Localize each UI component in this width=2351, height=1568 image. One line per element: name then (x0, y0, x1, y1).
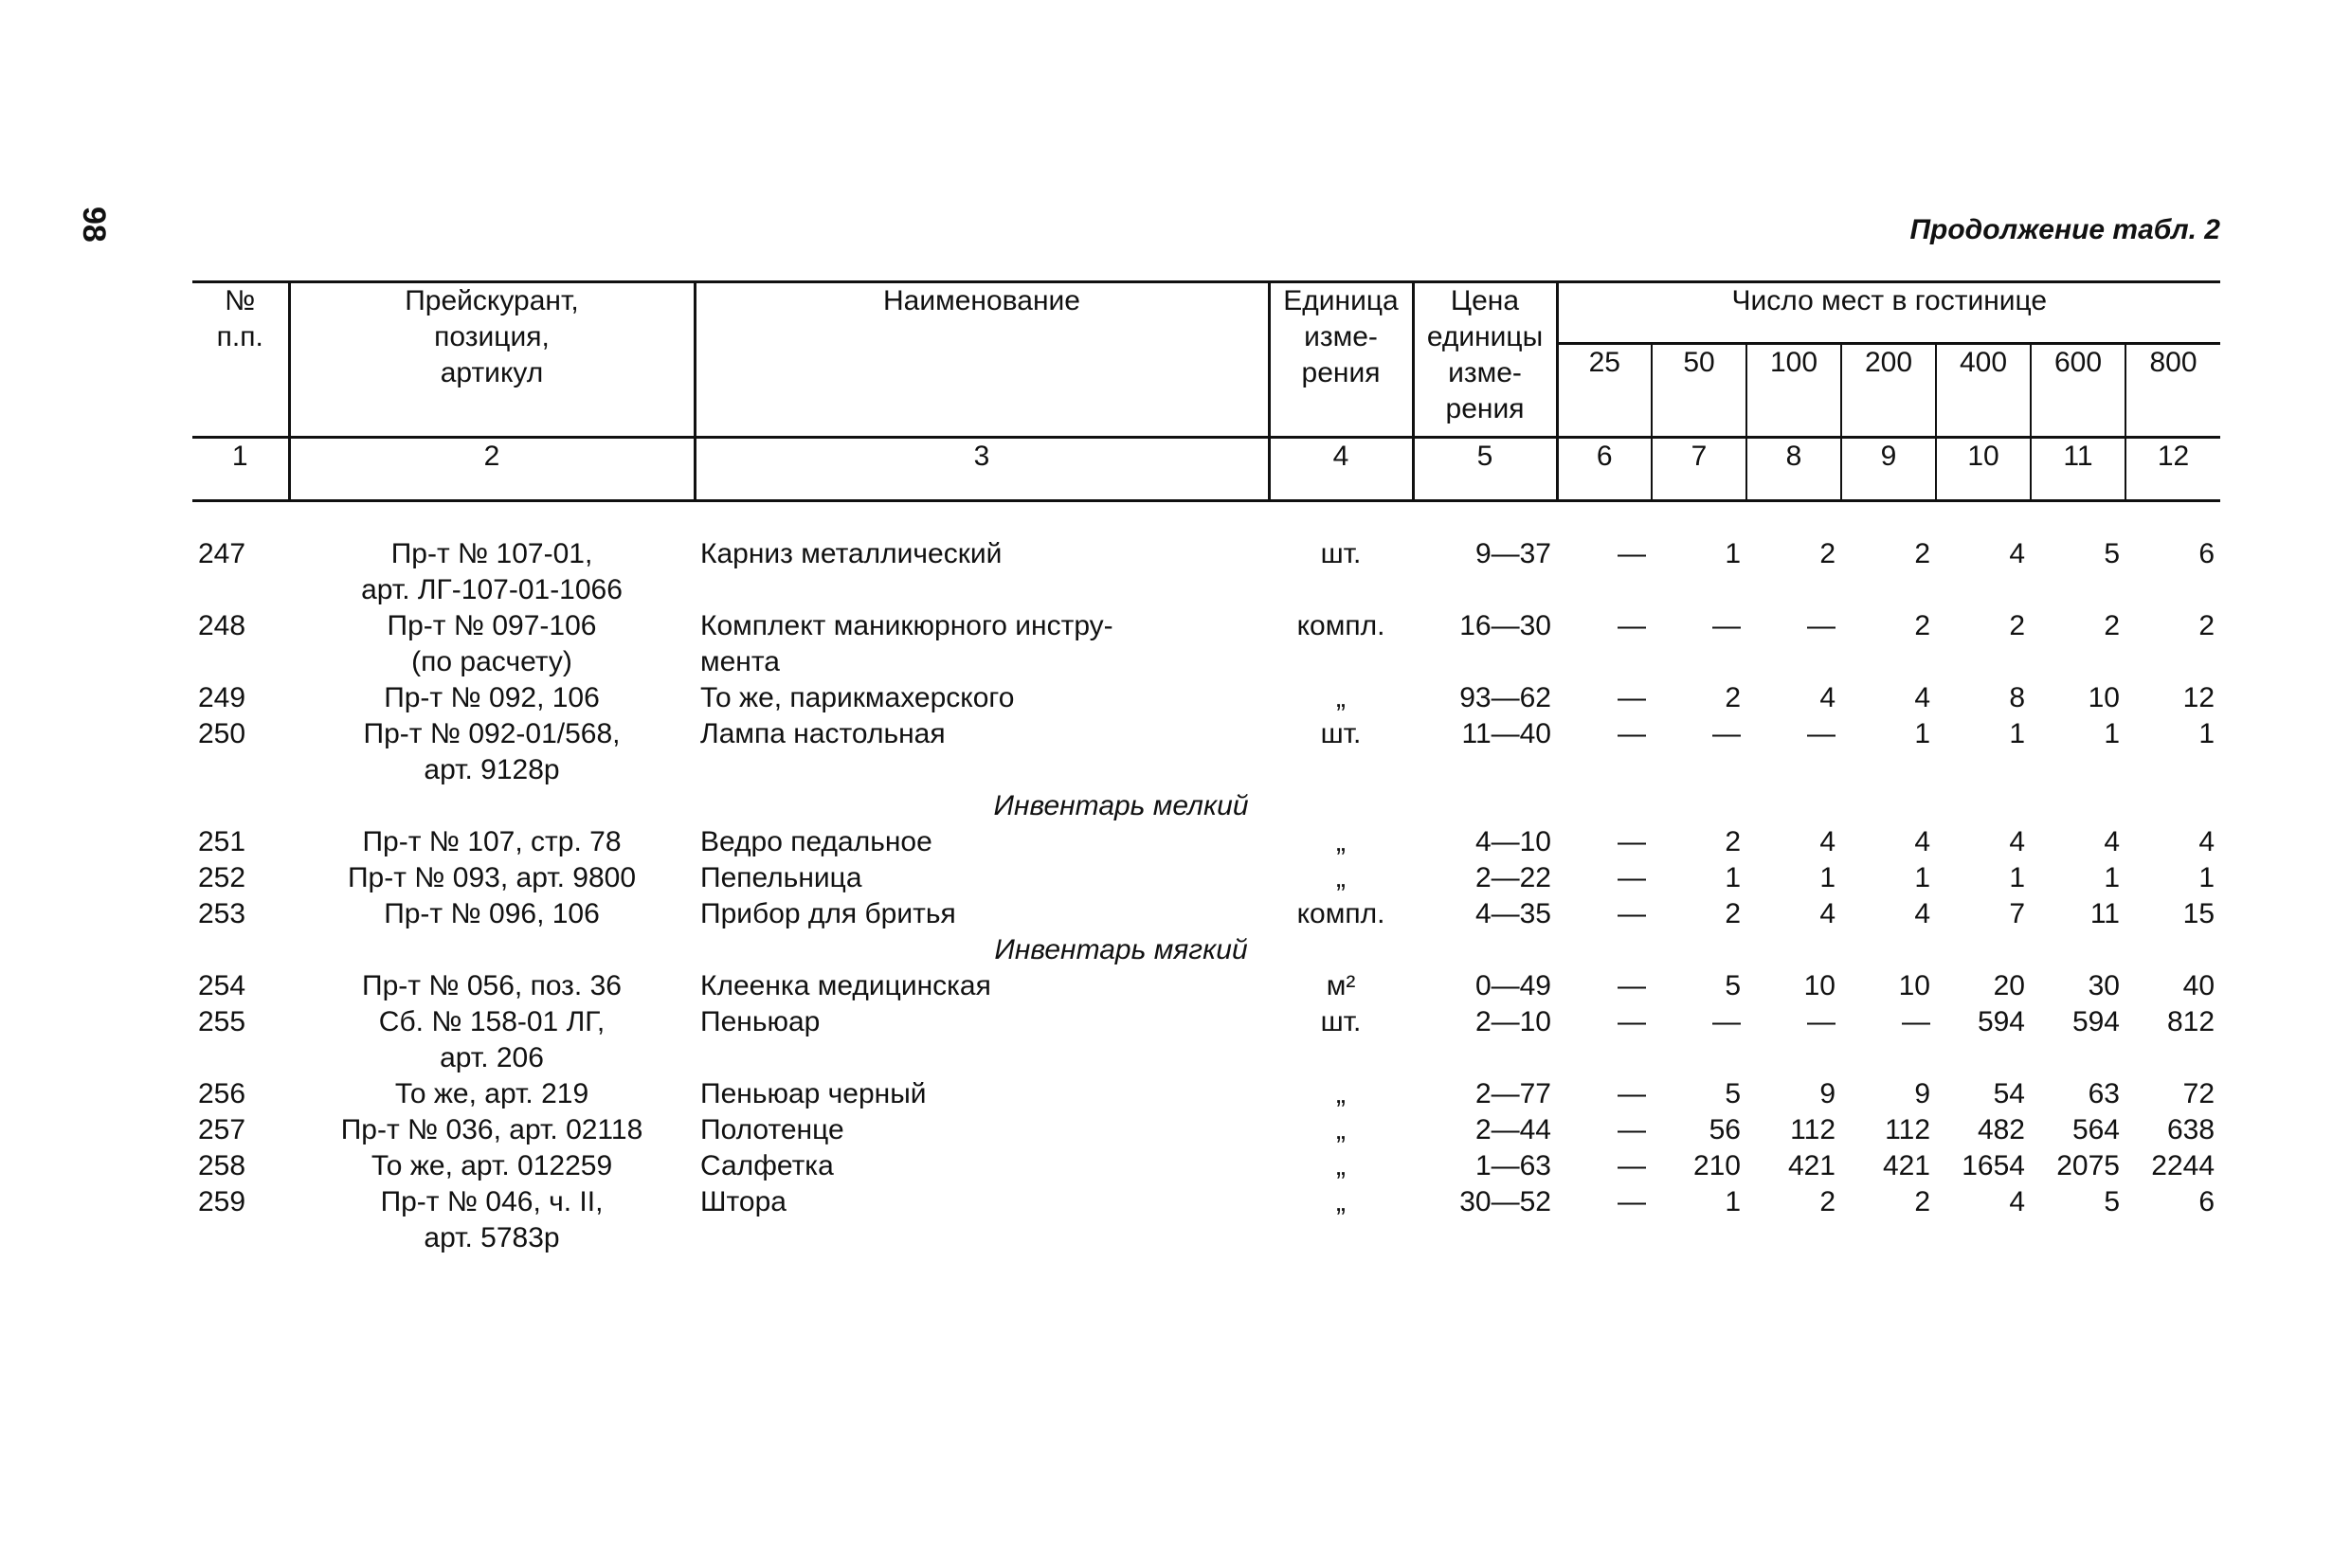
table-body (192, 501, 2220, 1257)
quantity-cell: 2 (1819, 538, 1836, 569)
column-number: 4 (1269, 438, 1413, 501)
unit-price: 93—62 (1459, 682, 1551, 713)
row-number: 256 (198, 1078, 246, 1109)
quantity-cell: — (1618, 862, 1646, 893)
price-list-cell: То же, арт. 012259 (371, 1150, 613, 1181)
quantity-cell: — (1618, 1150, 1646, 1181)
quantity-cell: 2 (2104, 610, 2120, 641)
column-number: 10 (1936, 438, 2031, 501)
quantity-cell: 5 (1725, 970, 1741, 1001)
quantity-cell: 2 (1914, 610, 1930, 641)
unit-cell: шт. (1320, 1006, 1362, 1037)
unit-price: 1—63 (1474, 1150, 1551, 1181)
quantity-cell: 9 (1819, 1078, 1836, 1109)
table-row (192, 608, 2220, 680)
row-number: 251 (198, 826, 246, 857)
row-number: 253 (198, 898, 246, 929)
quantity-cell: 30 (2088, 970, 2120, 1001)
price-list-cell: Пр-т № 092, 106 (384, 682, 600, 713)
quantity-cell: — (1618, 610, 1646, 641)
row-number: 248 (198, 610, 246, 641)
quantity-cell: 10 (1898, 970, 1930, 1001)
item-name: Пеньюар (700, 1006, 821, 1037)
continuation-label: Продолжение табл. 2 (1909, 214, 2220, 245)
quantity-cell: — (1712, 1006, 1741, 1037)
quantity-cell: 20 (1993, 970, 2025, 1001)
column-number: 12 (2125, 438, 2220, 501)
item-name: Карниз металлический (700, 538, 1003, 569)
quantity-cell: 2 (1725, 682, 1741, 713)
quantity-cell: 4 (2009, 1186, 2025, 1217)
equipment-table (192, 280, 2220, 1256)
price-list-cell: Пр-т № 046, ч. II, арт. 5783р (380, 1186, 604, 1253)
quantity-cell: 2244 (2151, 1150, 2215, 1181)
quantity-cell: 2 (1914, 1186, 1930, 1217)
column-number: 5 (1413, 438, 1557, 501)
quantity-cell: 638 (2166, 1114, 2215, 1145)
quantity-cell: — (1618, 826, 1646, 857)
quantity-cell: — (1618, 1186, 1646, 1217)
quantity-cell: 5 (1725, 1078, 1741, 1109)
column-number: 7 (1652, 438, 1746, 501)
header-places-group: Число мест в гостинице (1557, 282, 2220, 344)
unit-cell: „ (1336, 1150, 1346, 1181)
quantity-cell: 112 (1790, 1114, 1836, 1145)
row-number: 259 (198, 1186, 246, 1217)
quantity-cell: — (1807, 610, 1836, 641)
column-number: 6 (1557, 438, 1652, 501)
table-row (192, 1004, 2220, 1076)
table-row (192, 824, 2220, 860)
item-name: Штора (700, 1186, 787, 1217)
row-number: 255 (198, 1006, 246, 1037)
price-list-cell: Пр-т № 092-01/568, арт. 9128р (363, 718, 621, 785)
unit-cell: „ (1336, 1186, 1346, 1217)
quantity-cell: 63 (2088, 1078, 2120, 1109)
table-row (192, 1148, 2220, 1184)
quantity-cell: — (1618, 1078, 1646, 1109)
quantity-cell: — (1712, 718, 1741, 749)
quantity-cell: — (1618, 1006, 1646, 1037)
row-number: 257 (198, 1114, 246, 1145)
quantity-cell: 421 (1882, 1150, 1930, 1181)
quantity-cell: 594 (1977, 1006, 2025, 1037)
row-number: 258 (198, 1150, 246, 1181)
quantity-cell: 1 (2104, 862, 2120, 893)
price-list-cell: Пр-т № 036, арт. 02118 (340, 1114, 643, 1145)
quantity-cell: 5 (2104, 1186, 2120, 1217)
unit-cell: „ (1336, 1114, 1346, 1145)
quantity-cell: 4 (1914, 898, 1930, 929)
quantity-cell: 1 (2198, 862, 2215, 893)
unit-price: 2—44 (1474, 1114, 1551, 1145)
table-row (192, 1184, 2220, 1256)
quantity-cell: 7 (2009, 898, 2025, 929)
unit-cell: компл. (1296, 610, 1385, 641)
item-name: Салфетка (700, 1150, 834, 1181)
unit-cell: „ (1336, 682, 1346, 713)
header-capacity: 600 (2031, 344, 2125, 438)
quantity-cell: 594 (2071, 1006, 2120, 1037)
quantity-cell: 9 (1914, 1078, 1930, 1109)
price-list-cell: Пр-т № 107-01, арт. ЛГ-107-01-1066 (361, 538, 623, 605)
section-title: Инвентарь мелкий (993, 790, 1249, 821)
quantity-cell: 54 (1993, 1078, 2025, 1109)
quantity-cell: 15 (2182, 898, 2215, 929)
quantity-cell: 2 (1819, 1186, 1836, 1217)
column-number: 9 (1841, 438, 1936, 501)
unit-price: 4—35 (1474, 898, 1551, 929)
section-header-row (192, 932, 2220, 968)
quantity-cell: 1 (2198, 718, 2215, 749)
quantity-cell: 210 (1692, 1150, 1741, 1181)
quantity-cell: 56 (1709, 1114, 1741, 1145)
header-price: Цена единицы изме- рения (1413, 282, 1557, 438)
quantity-cell: 72 (2182, 1078, 2215, 1109)
table-row (192, 896, 2220, 932)
quantity-cell: — (1618, 538, 1646, 569)
row-number: 252 (198, 862, 246, 893)
table-row (192, 716, 2220, 788)
item-name: Лампа настольная (700, 718, 946, 749)
quantity-cell: 4 (1914, 826, 1930, 857)
quantity-cell: 2075 (2056, 1150, 2120, 1181)
header-name: Наименование (695, 282, 1269, 438)
price-list-cell: То же, арт. 219 (394, 1078, 589, 1109)
column-number: 1 (192, 438, 289, 501)
quantity-cell: 4 (1819, 826, 1836, 857)
item-name: Полотенце (700, 1114, 844, 1145)
price-list-cell: Пр-т № 093, арт. 9800 (347, 862, 637, 893)
quantity-cell: 2 (1725, 826, 1741, 857)
table-row (192, 1112, 2220, 1148)
quantity-cell: 812 (2166, 1006, 2215, 1037)
quantity-cell: — (1618, 718, 1646, 749)
unit-price: 0—49 (1474, 970, 1551, 1001)
row-number: 249 (198, 682, 246, 713)
quantity-cell: 2 (1725, 898, 1741, 929)
quantity-cell: 2 (2198, 610, 2215, 641)
quantity-cell: — (1618, 970, 1646, 1001)
unit-cell: „ (1336, 826, 1346, 857)
quantity-cell: 40 (2182, 970, 2215, 1001)
quantity-cell: 1 (1914, 718, 1930, 749)
price-list-cell: Пр-т № 107, стр. 78 (362, 826, 622, 857)
quantity-cell: 4 (2198, 826, 2215, 857)
item-name: То же, парикмахерского (700, 682, 1015, 713)
quantity-cell: 4 (1914, 682, 1930, 713)
item-name: Прибор для бритья (700, 898, 956, 929)
header-capacity: 800 (2149, 347, 2197, 378)
quantity-cell: 1654 (1962, 1150, 2025, 1181)
quantity-cell: 4 (2009, 826, 2025, 857)
unit-cell: м² (1326, 970, 1356, 1001)
quantity-cell: 1 (2009, 862, 2025, 893)
item-name: Пеньюар черный (700, 1078, 927, 1109)
header-unit: Единица изме- рения (1269, 282, 1413, 438)
item-name: Комплект маникюрного инстру- мента (700, 610, 1113, 677)
quantity-cell: — (1807, 1006, 1836, 1037)
quantity-cell: 1 (1914, 862, 1930, 893)
quantity-cell: 8 (2009, 682, 2025, 713)
column-number: 3 (695, 438, 1269, 501)
quantity-cell: 4 (1819, 898, 1836, 929)
header-capacity: 400 (1936, 344, 2031, 438)
quantity-cell: 564 (2071, 1114, 2120, 1145)
table-row (192, 968, 2220, 1004)
item-name: Клеенка медицинская (700, 970, 991, 1001)
unit-cell: шт. (1320, 538, 1362, 569)
quantity-cell: 10 (1803, 970, 1836, 1001)
quantity-cell: 10 (2088, 682, 2120, 713)
quantity-cell: 5 (2104, 538, 2120, 569)
quantity-cell: 421 (1787, 1150, 1836, 1181)
unit-price: 30—52 (1459, 1186, 1551, 1217)
quantity-cell: 2 (1914, 538, 1930, 569)
unit-price: 4—10 (1474, 826, 1551, 857)
unit-cell: „ (1336, 1078, 1346, 1109)
table-row (192, 1076, 2220, 1112)
quantity-cell: 4 (1819, 682, 1836, 713)
quantity-cell: 1 (1725, 862, 1741, 893)
quantity-cell: — (1618, 1114, 1646, 1145)
header-price-list: Прейскурант, позиция, артикул (289, 282, 695, 438)
quantity-cell: — (1618, 682, 1646, 713)
header-capacity: 50 (1652, 344, 1746, 438)
row-number: 247 (198, 538, 246, 569)
quantity-cell: 6 (2198, 1186, 2215, 1217)
column-number: 2 (289, 438, 695, 501)
row-number: 250 (198, 718, 246, 749)
unit-price: 2—10 (1474, 1006, 1551, 1037)
quantity-cell: 4 (2104, 826, 2120, 857)
column-number: 8 (1746, 438, 1841, 501)
price-list-cell: Сб. № 158-01 ЛГ, арт. 206 (378, 1006, 606, 1073)
column-number: 11 (2031, 438, 2125, 501)
price-list-cell: Пр-т № 056, поз. 36 (362, 970, 622, 1001)
header-capacity: 100 (1746, 344, 1841, 438)
quantity-cell: 2 (2009, 610, 2025, 641)
unit-price: 9—37 (1474, 538, 1551, 569)
section-title: Инвентарь мягкий (994, 934, 1248, 965)
header-capacity: 200 (1841, 344, 1936, 438)
unit-price: 2—77 (1474, 1078, 1551, 1109)
quantity-cell: 1 (2104, 718, 2120, 749)
section-header-row (192, 788, 2220, 824)
unit-price: 16—30 (1459, 610, 1551, 641)
table-row (192, 536, 2220, 608)
quantity-cell: 1 (1725, 1186, 1741, 1217)
quantity-cell: 1 (2009, 718, 2025, 749)
quantity-cell: — (1712, 610, 1741, 641)
quantity-cell: — (1618, 898, 1646, 929)
table-row (192, 680, 2220, 716)
quantity-cell: 11 (2089, 898, 2120, 929)
quantity-cell: 6 (2198, 538, 2215, 569)
unit-cell: „ (1336, 862, 1346, 893)
table-header (192, 282, 2220, 501)
price-list-cell: Пр-т № 096, 106 (384, 898, 600, 929)
quantity-cell: 4 (2009, 538, 2025, 569)
header-number: № п.п. (192, 282, 289, 438)
quantity-cell: 112 (1885, 1114, 1930, 1145)
quantity-cell: — (1807, 718, 1836, 749)
table-row (192, 860, 2220, 896)
quantity-cell: 1 (1819, 862, 1836, 893)
quantity-cell: — (1902, 1006, 1930, 1037)
unit-cell: компл. (1296, 898, 1385, 929)
quantity-cell: 1 (1725, 538, 1741, 569)
page-number: 98 (76, 207, 112, 243)
quantity-cell: 12 (2182, 682, 2215, 713)
unit-price: 11—40 (1461, 718, 1551, 749)
row-number: 254 (198, 970, 246, 1001)
unit-price: 2—22 (1474, 862, 1551, 893)
price-list-cell: Пр-т № 097-106 (по расчету) (387, 610, 597, 677)
item-name: Ведро педальное (700, 826, 932, 857)
header-capacity: 25 (1557, 344, 1652, 438)
quantity-cell: 482 (1977, 1114, 2025, 1145)
unit-cell: шт. (1320, 718, 1362, 749)
item-name: Пепельница (700, 862, 862, 893)
